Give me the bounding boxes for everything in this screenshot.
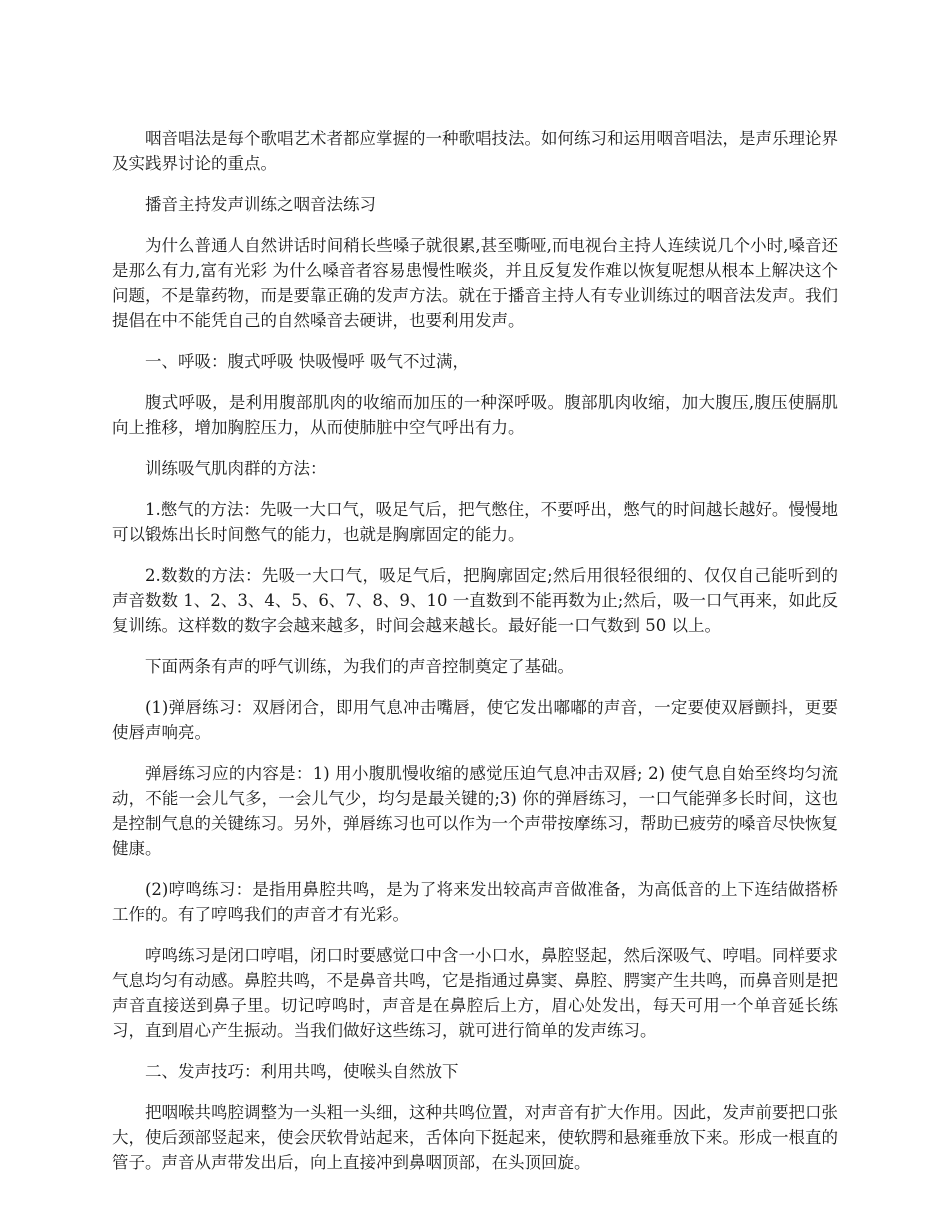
paragraph-method-count: 2.数数的方法：先吸一大口气，吸足气后，把胸廓固定;然后用很轻很细的、仅仅自己能听到的声音数数 1、2、3、4、5、6、7、8、9、10 一直数到不能再数为止;然后，吸一口气再来，如此反复训练。这样数的数字会越来越多，时间会越来越长。最好能一口气数到 50 以上。 <box>112 566 838 635</box>
paragraph-lip-trill-content: 弹唇练习应的内容是：1) 用小腹肌慢收缩的感觉压迫气息冲击双唇; 2) 使气息自始至终均匀流动，不能一会儿气多，一会儿气少，均匀是最关键的;3) 你的弹唇练习，一口气能弹多长时间，这也是控制气息的关键练习。另外，弹唇练习也可以作为一个声带按摩练习，帮助已疲劳的嗓音尽快恢复健康。 <box>112 764 838 858</box>
paragraph-method-hold: 1.憋气的方法：先吸一大口气，吸足气后，把气憋住，不要呼出，憋气的时间越长越好。慢慢地可以锻炼出长时间憋气的能力，也就是胸廓固定的能力。 <box>112 500 838 544</box>
paragraph-intro: 咽音唱法是每个歌唱艺术者都应掌握的一种歌唱技法。如何练习和运用咽音唱法，是声乐理论界及实践界讨论的重点。 <box>112 129 838 173</box>
paragraph-voiced-intro: 下面两条有声的呼气训练，为我们的声音控制奠定了基础。 <box>145 657 574 676</box>
paragraph-section-breathing: 一、呼吸：腹式呼吸 快吸慢呼 吸气不过满， <box>145 352 469 371</box>
paragraph-humming-detail: 哼鸣练习是闭口哼唱，闭口时要感觉口中含一小口水，鼻腔竖起，然后深吸气、哼唱。同样要求气息均匀有动感。鼻腔共鸣，不是鼻音共鸣，它是指通过鼻窦、鼻腔、腭窦产生共鸣，而鼻音则是把声音直接送到鼻子里。切记哼鸣时，声音是在鼻腔后上方，眉心处发出，每天可用一个单音延长练习，直到眉心产生振动。当我们做好这些练习，就可进行简单的发声练习。 <box>112 946 838 1040</box>
paragraph-section-technique: 二、发声技巧：利用共鸣，使喉头自然放下 <box>145 1062 459 1081</box>
paragraph-lip-trill: (1)弹唇练习：双唇闭合，即用气息冲击嘴唇，使它发出嘟嘟的声音，一定要使双唇颤抖，更要使唇声响亮。 <box>112 698 838 742</box>
paragraph-humming: (2)哼鸣练习：是指用鼻腔共鸣，是为了将来发出较高声音做准备，为高低音的上下连结做搭桥工作的。有了哼鸣我们的声音才有光彩。 <box>112 880 838 924</box>
paragraph-abdominal: 腹式呼吸，是利用腹部肌肉的收缩而加压的一种深呼吸。腹部肌肉收缩，加大腹压,腹压使膈肌向上推移，增加胸腔压力，从而使肺脏中空气呼出有力。 <box>112 393 838 437</box>
paragraph-why: 为什么普通人自然讲话时间稍长些嗓子就很累,甚至嘶哑,而电视台主持人连续说几个小时,嗓音还是那么有力,富有光彩 为什么嗓音者容易患慢性喉炎，并且反复发作难以恢复呢想从根本上解决这个问题，不是靠药物，而是要靠正确的发声方法。就在于播音主持人有专业训练过的咽音法发声。我们提倡在中不能凭自己的自然嗓音去硬讲，也要利用发声。 <box>112 236 838 330</box>
document-page <box>112 126 838 1191</box>
paragraph-methods-heading: 训练吸气肌肉群的方法： <box>145 459 327 478</box>
paragraph-heading-training: 播音主持发声训练之咽音法练习 <box>145 195 376 214</box>
paragraph-resonance: 把咽喉共鸣腔调整为一头粗一头细，这种共鸣位置，对声音有扩大作用。因此，发声前要把口张大，使后颈部竖起来，使会厌软骨站起来，舌体向下挺起来，使软腭和悬雍垂放下来。形成一根直的管子。声音从声带发出后，向上直接冲到鼻咽顶部，在头顶回旋。 <box>112 1103 838 1172</box>
